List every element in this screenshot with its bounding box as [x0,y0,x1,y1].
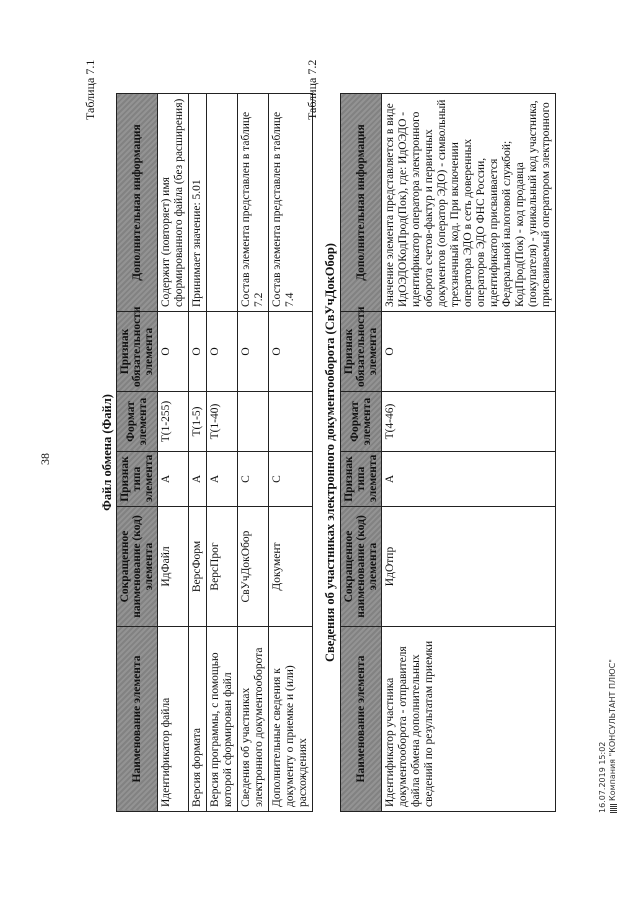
header-format: Формат элемента [341,392,382,452]
cell-format [238,392,269,452]
header-name: Наименование элемента [341,627,382,812]
cell-code: СвУчДокОбор [238,507,269,627]
header-code: Сокращенное наименование (код) элемента [117,507,158,627]
cell-info: Значение элемента представляется в виде ИдОЭДОКодПрод(Пок), где: ИдОЭДО - идентификатор оператора электронного оборота счетов-фактур и первичных документов (оператор ЭДО) - символьный трехзначный код. При включении оператора ЭДО в сеть доверенных операторов ЭДО ФНС России, идентификатор присваивается Федеральной налоговой службой; КодПрод(Пок) - код продавца (покупателя) - уникальный код участника, присваиваемый оператором электронного [382,94,556,312]
footer-timestamp: 16.07.2019 15:02 [598,741,607,813]
table-row [238,94,269,812]
cell-name: Дополнительные сведения к документу о приемке и (или) расхождениях [269,627,313,812]
header-info: Дополнительная информация [341,94,382,312]
table-header-row [341,94,382,812]
cell-type: С [238,452,269,507]
cell-format: T(1-40) [207,392,238,452]
footer-source: Компания "КОНСУЛЬТАНТ ПЛЮС" [608,659,617,801]
cell-type: А [207,452,238,507]
table-7-2-label: Таблица 7.2 [305,59,319,120]
table-7-1-label: Таблица 7.1 [83,59,97,120]
cell-info [207,94,238,312]
table-header-row [117,94,158,812]
header-format: Формат элемента [117,392,158,452]
cell-type: А [382,452,556,507]
header-type: Признак типа элемента [117,452,158,507]
footer-stamp [598,659,618,813]
header-name: Наименование элемента [117,627,158,812]
page-number: 38 [38,453,52,465]
cell-required: О [269,312,313,392]
header-required: Признак обязательности элемента [341,312,382,392]
header-code: Сокращенное наименование (код) элемента [341,507,382,627]
cell-name: Версия формата [189,627,207,812]
cell-type: А [189,452,207,507]
cell-required: О [189,312,207,392]
cell-name: Идентификатор файла [158,627,189,812]
cell-required: О [238,312,269,392]
barcode-icon [610,804,617,813]
cell-code: Документ [269,507,313,627]
table-7-1-caption: Файл обмена (Файл) [100,394,114,511]
cell-required: О [158,312,189,392]
cell-required: О [207,312,238,392]
cell-code: ВерсФорм [189,507,207,627]
cell-name: Версия программы, с помощью которой сформирован файл [207,627,238,812]
cell-code: ИдФайл [158,507,189,627]
table-7-1 [116,93,313,812]
cell-info: Содержит (повторяет) имя сформированного файла (без расширения) [158,94,189,312]
cell-format: T(1-5) [189,392,207,452]
header-type: Признак типа элемента [341,452,382,507]
header-required: Признак обязательности элемента [117,312,158,392]
cell-code: ВерсПрог [207,507,238,627]
cell-code: ИдОтпр [382,507,556,627]
cell-format: T(1-255) [158,392,189,452]
table-7-2 [340,93,556,812]
table-row [189,94,207,812]
header-info: Дополнительная информация [117,94,158,312]
cell-format: T(4-46) [382,392,556,452]
table-row [207,94,238,812]
cell-required: О [382,312,556,392]
cell-type: С [269,452,313,507]
cell-info: Принимает значение: 5.01 [189,94,207,312]
cell-type: А [158,452,189,507]
cell-info: Состав элемента представлен в таблице 7.2 [238,94,269,312]
table-row [158,94,189,812]
table-row [382,94,556,812]
table-row [269,94,313,812]
cell-info: Состав элемента представлен в таблице 7.4 [269,94,313,312]
table-7-2-caption: Сведения об участниках электронного документооборота (СвУчДокОбор) [323,243,337,662]
cell-name: Идентификатор участника документооборота - отправителя файла обмена дополнительных сведений по результатам приемки [382,627,556,812]
cell-format [269,392,313,452]
cell-name: Сведения об участниках электронного документооборота [238,627,269,812]
